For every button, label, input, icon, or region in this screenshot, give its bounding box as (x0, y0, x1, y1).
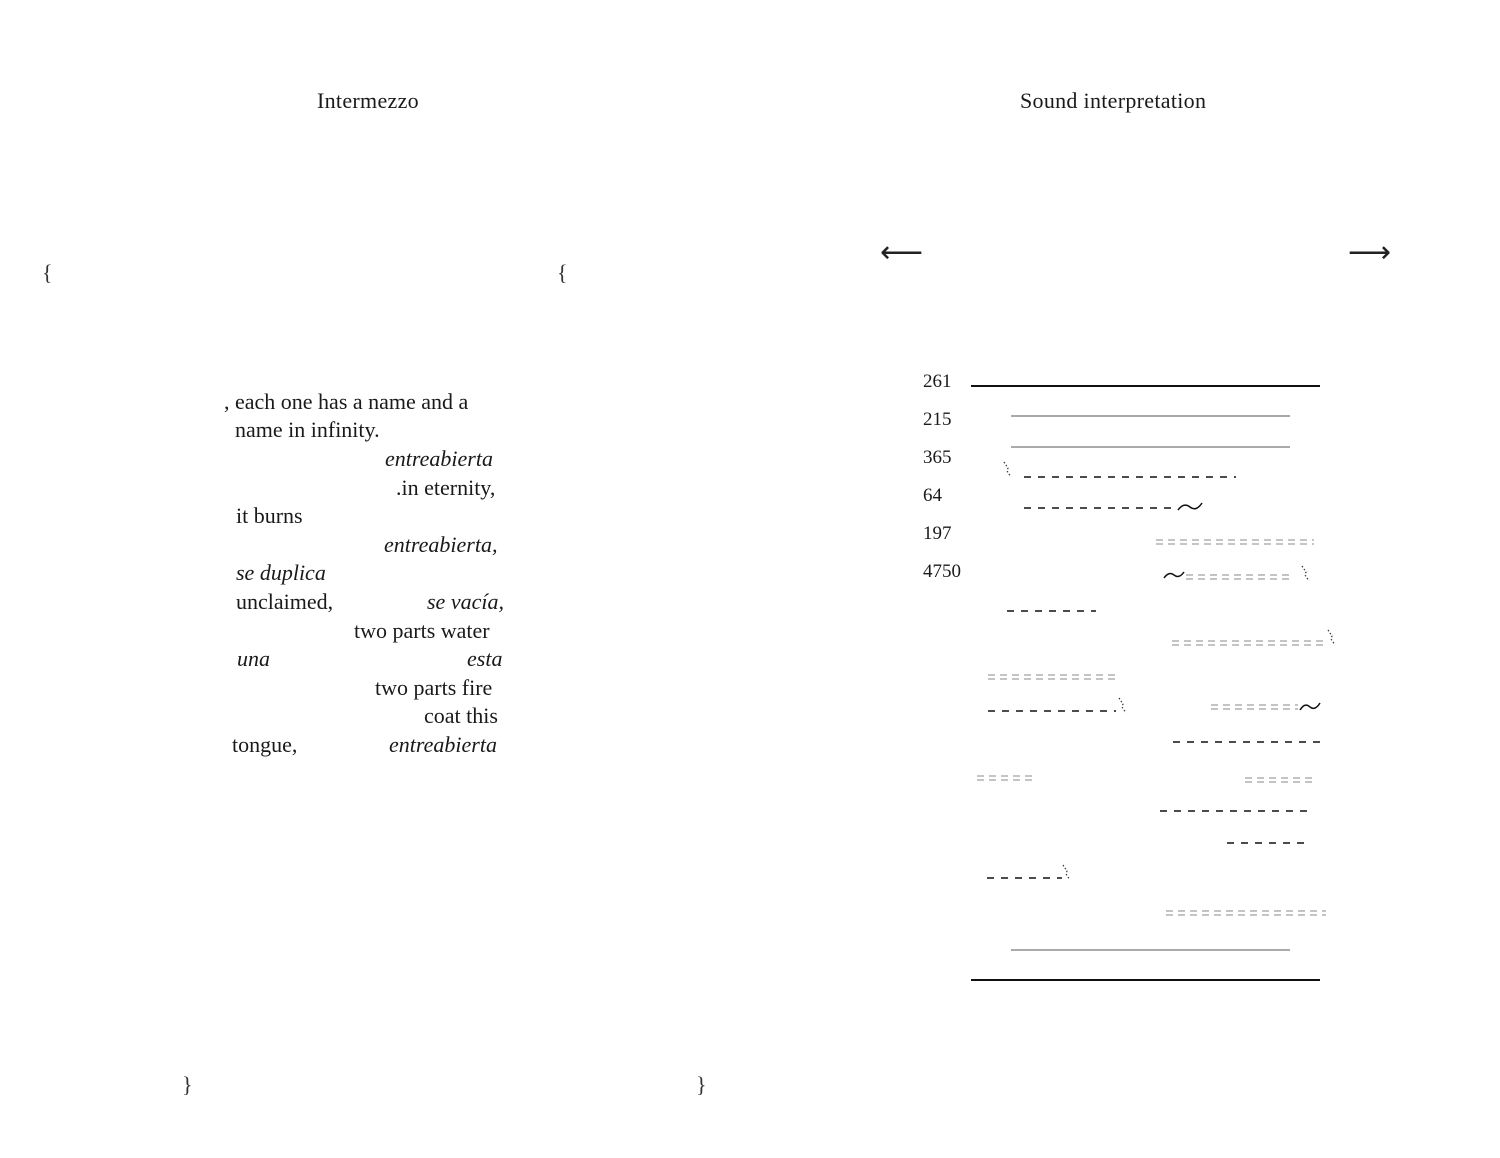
frequency-label: 4750 (923, 561, 961, 582)
frequency-label: 197 (923, 523, 952, 544)
poem-line: tongue, (232, 732, 298, 757)
poem-line: , each one has a name and a (224, 389, 469, 414)
poem-line: coat this (424, 703, 498, 728)
frequency-label: 261 (923, 371, 952, 392)
poem-line: unclaimed, (236, 589, 334, 614)
dotted-diagonal-mark (1119, 698, 1126, 713)
poem-line: se vacía, (427, 589, 504, 614)
arrow-right-icon: ⟶ (1348, 235, 1392, 270)
dotted-diagonal-mark (1302, 566, 1309, 581)
poem-line: esta (467, 646, 503, 671)
poem-line: two parts water (354, 618, 490, 643)
poem-line: se duplica (236, 560, 326, 585)
double-dash-line (1211, 705, 1298, 709)
poem-line: entreabierta, (384, 532, 498, 557)
dotted-diagonal-mark (1328, 630, 1335, 645)
open-brace-center: { (557, 260, 568, 285)
poem-line: name in infinity. (235, 417, 380, 442)
close-brace: } (182, 1072, 193, 1097)
double-dash-line (1172, 641, 1328, 645)
poem-line: una (237, 646, 270, 671)
frequency-label: 64 (923, 485, 942, 506)
close-brace-center: } (696, 1072, 707, 1097)
squiggle-mark (1300, 703, 1320, 710)
frequency-label: 365 (923, 447, 952, 468)
poem-line: entreabierta (389, 732, 497, 757)
double-dash-line (1166, 911, 1326, 915)
squiggle-mark (1178, 503, 1202, 510)
page-title: Intermezzo (317, 88, 419, 113)
squiggle-mark (1164, 572, 1184, 578)
dotted-diagonal-mark (1004, 462, 1011, 477)
right-page (750, 0, 1500, 1158)
arrow-left-icon: ⟵ (880, 235, 924, 270)
open-brace: { (42, 260, 53, 285)
double-dash-line (1186, 575, 1290, 579)
sound-score (750, 0, 1500, 1158)
poem-line: .in eternity, (396, 475, 496, 500)
frequency-label: 215 (923, 409, 952, 430)
double-dash-line (1156, 540, 1314, 544)
poem-line: two parts fire (375, 675, 493, 700)
double-dash-line (977, 776, 1032, 780)
page-title: Sound interpretation (1020, 88, 1207, 113)
dotted-diagonal-mark (1063, 865, 1070, 880)
poem-line: it burns (236, 503, 303, 528)
poem-line: entreabierta (385, 446, 493, 471)
double-dash-line (988, 675, 1118, 679)
double-dash-line (1245, 778, 1316, 782)
